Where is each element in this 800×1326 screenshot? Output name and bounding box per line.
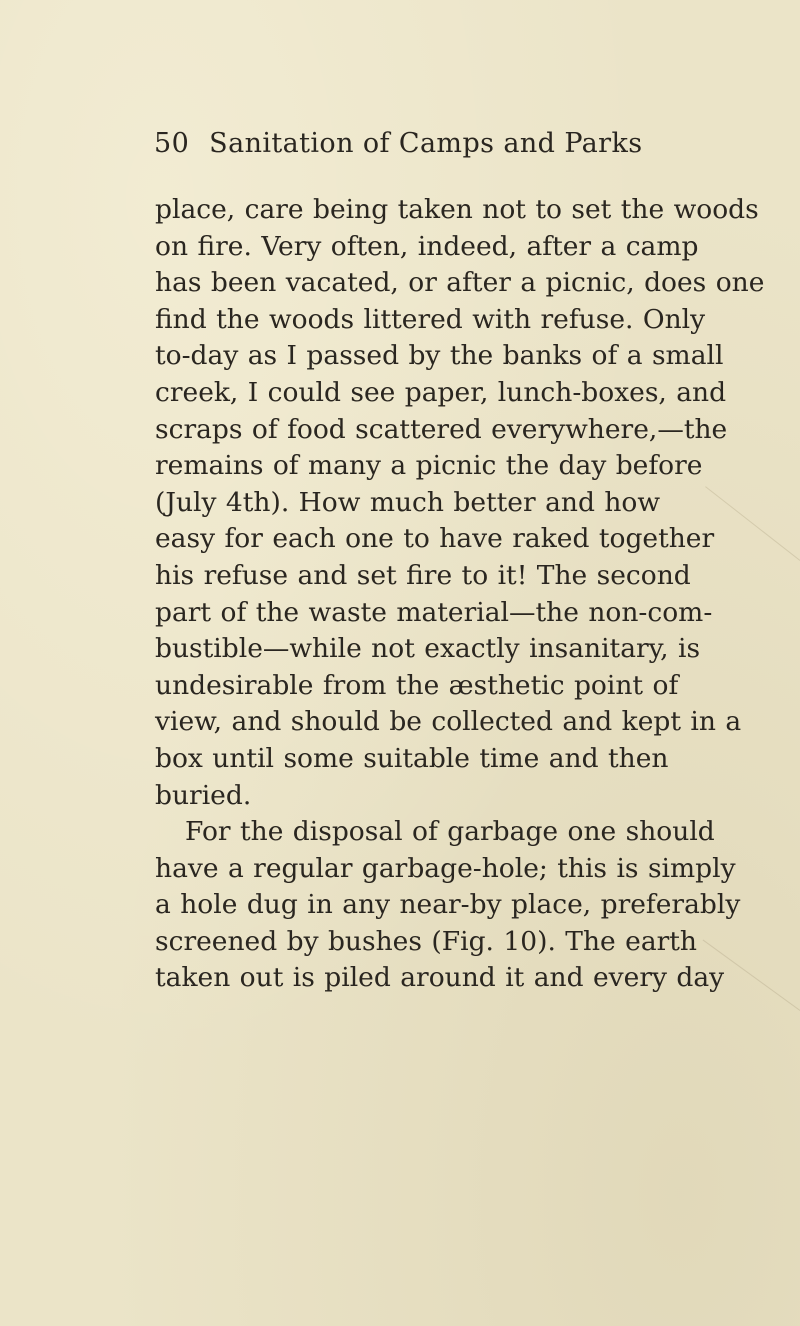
- text-line: box until some suitable time and then: [155, 742, 669, 774]
- text-line: has been vacated, or after a picnic, does one: [155, 267, 765, 299]
- page-number: 50: [154, 128, 190, 159]
- text-line: creek, I could see paper, lunch-boxes, and: [155, 376, 727, 408]
- text-line: to-day as I passed by the banks of a small: [155, 340, 724, 372]
- text-line: undesirable from the æsthetic point of: [155, 669, 679, 701]
- text-line: his refuse and set fire to it! The second: [155, 559, 691, 591]
- body-text: [155, 192, 775, 997]
- text-line: view, and should be collected and kept in a: [155, 706, 742, 738]
- text-line: screened by bushes (Fig. 10). The earth: [155, 925, 698, 957]
- text-line: scraps of food scattered everywhere,—the: [155, 413, 728, 445]
- text-line: have a regular garbage-hole; this is simply: [155, 852, 736, 884]
- text-line: taken out is piled around it and every day: [155, 962, 725, 994]
- text-line: place, care being taken not to set the woods: [155, 194, 759, 225]
- running-head: [154, 128, 643, 159]
- text-line: easy for each one to have raked together: [155, 523, 715, 555]
- text-line: on fire. Very often, indeed, after a camp: [155, 230, 699, 262]
- text-line: bustible—while not exactly insanitary, is: [155, 633, 701, 665]
- text-line: buried.: [155, 779, 252, 811]
- text-line: part of the waste material—the non-com-: [155, 596, 713, 628]
- text-line: a hole dug in any near-by place, preferably: [155, 889, 741, 921]
- text-line: (July 4th). How much better and how: [155, 486, 661, 518]
- text-line: For the disposal of garbage one should: [185, 816, 715, 848]
- running-head-title: Sanitation of Camps and Parks: [209, 128, 643, 159]
- text-line: find the woods littered with refuse. Only: [155, 303, 706, 335]
- text-line: remains of many a picnic the day before: [155, 450, 703, 482]
